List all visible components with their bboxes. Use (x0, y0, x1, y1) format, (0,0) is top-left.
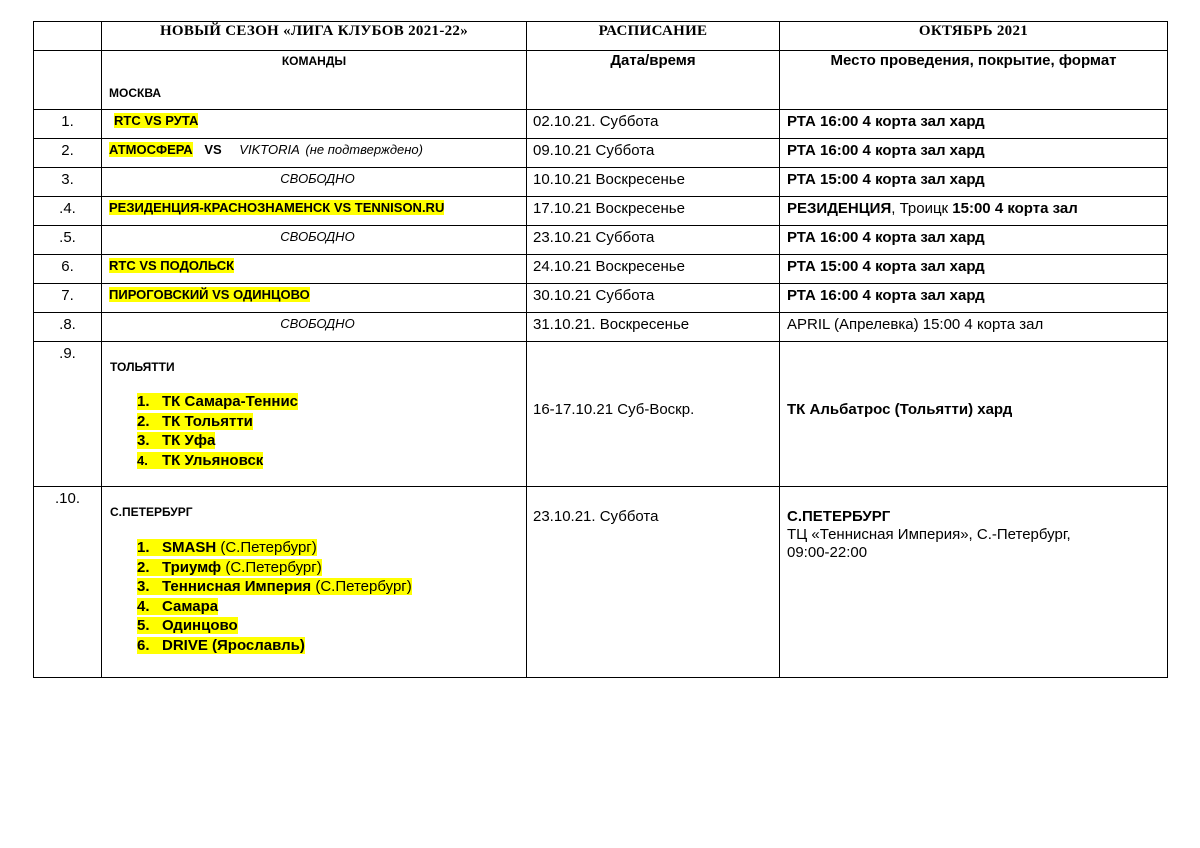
match-venue: РТА 16:00 4 корта зал хард (780, 139, 1168, 168)
schedule-title: РАСПИСАНИЕ (527, 22, 780, 51)
match-teams: ПИРОГОВСКИЙ VS ОДИНЦОВО (109, 287, 310, 302)
table-row (34, 197, 1168, 226)
schedule-table (33, 21, 1168, 678)
match-date: 23.10.21 Суббота (527, 226, 780, 255)
datetime-column-title: Дата/время (527, 51, 780, 110)
match-venue (780, 487, 1168, 678)
venue-location: , Троицк (891, 200, 953, 217)
match-date: 31.10.21. Воскресенье (527, 313, 780, 342)
match-date: 17.10.21 Воскресенье (527, 197, 780, 226)
list-item: 3. Теннисная Империя (С.Петербург) (137, 578, 412, 595)
free-slot: СВОБОДНО (102, 226, 527, 255)
list-item: 4. Самара (137, 597, 219, 615)
team-b-note: (не подтверждено) (305, 142, 423, 157)
venue-details: 15:00 4 корта зал (952, 200, 1078, 217)
free-slot: СВОБОДНО (102, 313, 527, 342)
team-list (137, 392, 526, 470)
list-item: 4. ТК Ульяновск (137, 451, 264, 469)
match-venue: РТА 16:00 4 корта зал хард (780, 226, 1168, 255)
match-date: 23.10.21. Суббота (527, 487, 780, 678)
venue-hours: 09:00-22:00 (787, 544, 868, 561)
match-date: 09.10.21 Суббота (527, 139, 780, 168)
month-title: ОКТЯБРЬ 2021 (780, 22, 1168, 51)
venue-city: С.ПЕТЕРБУРГ (787, 508, 891, 525)
match-teams: RTC VS РУТА (114, 113, 199, 128)
subheader-row (34, 51, 1168, 110)
table-row (34, 342, 1168, 487)
table-row (34, 110, 1168, 139)
venue-address: ТЦ «Теннисная Империя», С.-Петербург, (787, 526, 1071, 543)
list-item: 6. DRIVE (Ярославль) (137, 636, 305, 654)
row-number: 2. (34, 139, 102, 168)
list-item: 1. SMASH (С.Петербург) (137, 539, 317, 556)
match-venue: APRIL (Апрелевка) 15:00 4 корта зал (780, 313, 1168, 342)
list-item: 1. ТК Самара-Теннис (137, 393, 299, 410)
row-number: .4. (34, 197, 102, 226)
match-date: 24.10.21 Воскресенье (527, 255, 780, 284)
table-row (34, 139, 1168, 168)
vs-label: VS (204, 142, 222, 157)
table-row (34, 226, 1168, 255)
city-moscow: МОСКВА (109, 86, 162, 100)
match-venue: РТА 15:00 4 корта зал хард (780, 255, 1168, 284)
row-number: 6. (34, 255, 102, 284)
row-number: .5. (34, 226, 102, 255)
city-spb: С.ПЕТЕРБУРГ (110, 505, 193, 519)
match-date: 16-17.10.21 Суб-Воскр. (527, 342, 780, 487)
venue-column-title: Место проведения, покрытие, формат (780, 51, 1168, 110)
header-empty-cell (34, 22, 102, 51)
match-date: 10.10.21 Воскресенье (527, 168, 780, 197)
team-list (137, 538, 526, 655)
table-row (34, 487, 1168, 678)
table-row (34, 168, 1168, 197)
match-teams: RTC VS ПОДОЛЬСК (109, 258, 235, 273)
table-row (34, 284, 1168, 313)
match-venue: РТА 16:00 4 корта зал хард (780, 284, 1168, 313)
team-a: АТМОСФЕРА (109, 142, 193, 157)
match-teams: РЕЗИДЕНЦИЯ-КРАСНОЗНАМЕНСК VS TENNISON.RU (109, 200, 445, 215)
city-togliatti: ТОЛЬЯТТИ (110, 360, 175, 374)
table-row (34, 313, 1168, 342)
row-number: .8. (34, 313, 102, 342)
match-venue: РТА 16:00 4 корта зал хард (780, 110, 1168, 139)
match-venue: РТА 15:00 4 корта зал хард (780, 168, 1168, 197)
free-slot: СВОБОДНО (102, 168, 527, 197)
list-item: 5. Одинцово (137, 617, 238, 634)
match-date: 02.10.21. Суббота (527, 110, 780, 139)
row-number: 1. (34, 110, 102, 139)
list-item: 2. ТК Тольятти (137, 412, 253, 430)
subheader-empty-cell (34, 51, 102, 110)
teams-column-title: КОМАНДЫ (281, 54, 347, 68)
match-venue (780, 197, 1168, 226)
table-row (34, 255, 1168, 284)
match-venue: ТК Альбатрос (Тольятти) хард (780, 342, 1168, 487)
row-number: 7. (34, 284, 102, 313)
list-item: 3. ТК Уфа (137, 432, 216, 449)
list-item: 2. Триумф (С.Петербург) (137, 558, 322, 576)
season-title: НОВЫЙ СЕЗОН «ЛИГА КЛУБОВ 2021-22» (102, 22, 527, 51)
row-number: 3. (34, 168, 102, 197)
row-number: .9. (34, 342, 102, 487)
match-date: 30.10.21 Суббота (527, 284, 780, 313)
team-b: VIKTORIA (239, 142, 300, 157)
header-row (34, 22, 1168, 51)
row-number: .10. (34, 487, 102, 678)
venue-name: РЕЗИДЕНЦИЯ (787, 200, 892, 217)
